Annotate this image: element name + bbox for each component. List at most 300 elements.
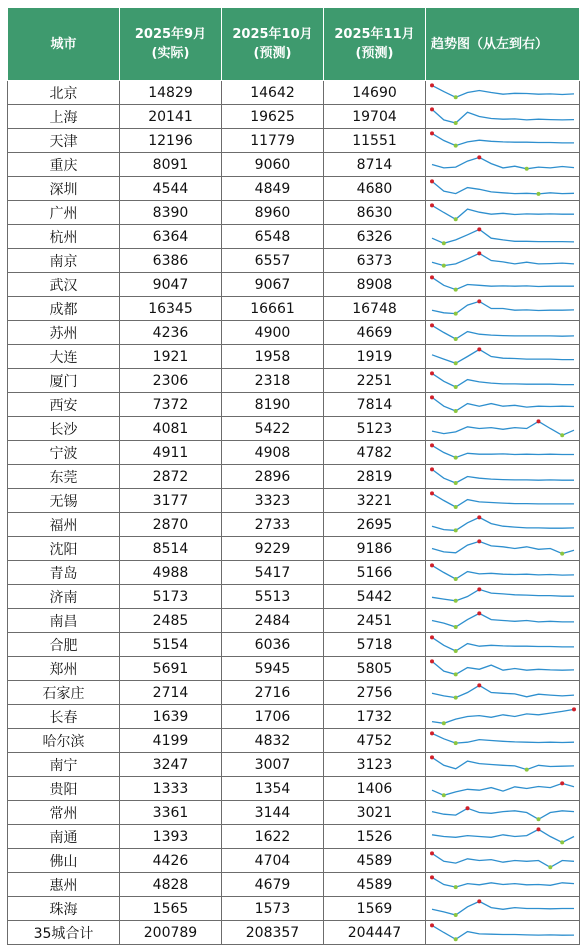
sparkline-high-marker — [537, 419, 541, 423]
sep-value-cell: 4911 — [120, 441, 222, 465]
table-row — [8, 585, 580, 609]
sep-value-cell: 5691 — [120, 657, 222, 681]
sparkline-line — [432, 421, 574, 435]
sparkline-line — [432, 277, 574, 289]
sparkline-low-marker — [454, 409, 458, 413]
sep-value-cell: 7372 — [120, 393, 222, 417]
sparkline-line — [432, 877, 574, 887]
oct-value-cell: 6548 — [222, 225, 324, 249]
sep-value-cell: 4199 — [120, 729, 222, 753]
oct-value-cell: 1706 — [222, 705, 324, 729]
sparkline-line — [432, 181, 574, 194]
table-row — [8, 657, 580, 681]
trend-cell — [426, 801, 580, 825]
sparkline-low-marker — [454, 625, 458, 629]
sparkline-low-marker — [454, 913, 458, 917]
sep-value-cell: 4544 — [120, 177, 222, 201]
table-row — [8, 681, 580, 705]
sparkline-line — [432, 229, 574, 243]
sparkline-line — [432, 661, 574, 674]
sparkline-high-marker — [430, 395, 434, 399]
trend-sparkline — [426, 705, 580, 728]
header-sep — [120, 8, 222, 81]
sparkline-low-marker — [454, 672, 458, 676]
trend-sparkline — [426, 177, 580, 200]
table-row — [8, 273, 580, 297]
oct-value-cell: 4900 — [222, 321, 324, 345]
sparkline-low-marker — [454, 217, 458, 221]
sep-value-cell: 8390 — [120, 201, 222, 225]
oct-value-cell: 4679 — [222, 873, 324, 897]
trend-cell — [426, 633, 580, 657]
city-cell: 武汉 — [8, 273, 120, 297]
sparkline-high-marker — [430, 491, 434, 495]
nov-value-cell: 8908 — [324, 273, 426, 297]
sparkline-low-marker — [442, 721, 446, 725]
city-cell: 杭州 — [8, 225, 120, 249]
city-cell: 常州 — [8, 801, 120, 825]
sparkline-low-marker — [442, 793, 446, 797]
sep-value-cell: 6364 — [120, 225, 222, 249]
oct-value-cell: 208357 — [222, 921, 324, 945]
sep-value-cell: 16345 — [120, 297, 222, 321]
trend-cell — [426, 825, 580, 849]
city-cell: 大连 — [8, 345, 120, 369]
trend-sparkline — [426, 537, 580, 560]
sparkline-low-marker — [454, 937, 458, 941]
sparkline-line — [432, 445, 574, 457]
trend-cell — [426, 609, 580, 633]
sep-value-cell: 8514 — [120, 537, 222, 561]
city-cell: 南宁 — [8, 753, 120, 777]
oct-value-cell: 3323 — [222, 489, 324, 513]
trend-cell — [426, 489, 580, 513]
sparkline-low-marker — [454, 528, 458, 532]
trend-cell — [426, 249, 580, 273]
nov-value-cell: 3021 — [324, 801, 426, 825]
sparkline-low-marker — [560, 552, 564, 556]
trend-cell — [426, 537, 580, 561]
sparkline-high-marker — [477, 251, 481, 255]
sep-value-cell: 5154 — [120, 633, 222, 657]
city-cell: 西安 — [8, 393, 120, 417]
table-row — [8, 465, 580, 489]
sparkline-high-marker — [477, 539, 481, 543]
city-cell: 广州 — [8, 201, 120, 225]
city-cell: 成都 — [8, 297, 120, 321]
nov-value-cell: 4589 — [324, 873, 426, 897]
sparkline-high-marker — [477, 683, 481, 687]
trend-cell — [426, 561, 580, 585]
trend-sparkline — [426, 393, 580, 416]
city-cell: 南昌 — [8, 609, 120, 633]
oct-value-cell: 9067 — [222, 273, 324, 297]
trend-sparkline — [426, 153, 580, 176]
sparkline-high-marker — [430, 731, 434, 735]
sparkline-low-marker — [454, 741, 458, 745]
oct-value-cell: 8960 — [222, 201, 324, 225]
sparkline-low-marker — [454, 885, 458, 889]
sep-value-cell: 4988 — [120, 561, 222, 585]
sparkline-high-marker — [477, 227, 481, 231]
trend-sparkline — [426, 441, 580, 464]
oct-value-cell: 1622 — [222, 825, 324, 849]
sep-value-cell: 14829 — [120, 81, 222, 105]
table-row — [8, 321, 580, 345]
trend-cell — [426, 81, 580, 105]
sparkline-line — [432, 109, 574, 123]
trend-cell — [426, 513, 580, 537]
city-cell: 苏州 — [8, 321, 120, 345]
table-row — [8, 633, 580, 657]
trend-sparkline — [426, 201, 580, 224]
sparkline-line — [432, 733, 574, 743]
sparkline-line — [432, 925, 574, 939]
sparkline-high-marker — [477, 299, 481, 303]
oct-value-cell: 6036 — [222, 633, 324, 657]
sparkline-high-marker — [430, 851, 434, 855]
oct-value-cell: 19625 — [222, 105, 324, 129]
city-cell: 哈尔滨 — [8, 729, 120, 753]
trend-cell — [426, 873, 580, 897]
sparkline-high-marker — [572, 707, 576, 711]
oct-value-cell: 14642 — [222, 81, 324, 105]
nov-value-cell: 1526 — [324, 825, 426, 849]
sparkline-low-marker — [442, 241, 446, 245]
sparkline-high-marker — [430, 923, 434, 927]
sparkline-low-marker — [525, 167, 529, 171]
table-row — [8, 801, 580, 825]
nov-value-cell: 9186 — [324, 537, 426, 561]
table-row — [8, 81, 580, 105]
sparkline-low-marker — [537, 192, 541, 196]
nov-value-cell: 14690 — [324, 81, 426, 105]
sparkline-low-marker — [525, 768, 529, 772]
sparkline-line — [432, 808, 574, 819]
trend-cell — [426, 417, 580, 441]
sparkline-line — [432, 85, 574, 97]
sparkline-low-marker — [454, 144, 458, 148]
trend-cell — [426, 585, 580, 609]
sparkline-low-marker — [454, 649, 458, 653]
sparkline-high-marker — [430, 107, 434, 111]
oct-value-cell: 4908 — [222, 441, 324, 465]
nov-value-cell: 1569 — [324, 897, 426, 921]
sparkline-high-marker — [430, 371, 434, 375]
trend-sparkline — [426, 465, 580, 488]
table-row — [8, 513, 580, 537]
trend-cell — [426, 681, 580, 705]
nov-value-cell: 5442 — [324, 585, 426, 609]
header-city: 城市 — [8, 8, 120, 81]
sparkline-low-marker — [548, 865, 552, 869]
sparkline-low-marker — [442, 264, 446, 268]
oct-value-cell: 2896 — [222, 465, 324, 489]
nov-value-cell: 5718 — [324, 633, 426, 657]
header-row — [8, 8, 580, 81]
oct-value-cell: 11779 — [222, 129, 324, 153]
trend-sparkline — [426, 129, 580, 152]
nov-value-cell: 5123 — [324, 417, 426, 441]
header-nov-line1: 2025年11月 — [334, 27, 415, 42]
trend-cell — [426, 729, 580, 753]
sparkline-high-marker — [430, 635, 434, 639]
trend-cell — [426, 849, 580, 873]
trend-sparkline — [426, 321, 580, 344]
nov-value-cell: 6326 — [324, 225, 426, 249]
trend-sparkline — [426, 681, 580, 704]
table-row — [8, 921, 580, 945]
sparkline-high-marker — [430, 323, 434, 327]
trend-cell — [426, 345, 580, 369]
sparkline-low-marker — [454, 385, 458, 389]
trend-sparkline — [426, 657, 580, 680]
sparkline-low-marker — [454, 95, 458, 99]
sep-value-cell: 2714 — [120, 681, 222, 705]
table-body — [8, 81, 580, 945]
sparkline-line — [432, 493, 574, 507]
sparkline-low-marker — [454, 599, 458, 603]
table-row — [8, 777, 580, 801]
table-row — [8, 177, 580, 201]
sep-value-cell: 5173 — [120, 585, 222, 609]
header-oct — [222, 8, 324, 81]
nov-value-cell: 1406 — [324, 777, 426, 801]
sep-value-cell: 3361 — [120, 801, 222, 825]
table-row — [8, 393, 580, 417]
sparkline-high-marker — [430, 131, 434, 135]
header-oct-line1: 2025年10月 — [232, 27, 313, 42]
nov-value-cell: 3221 — [324, 489, 426, 513]
nov-value-cell: 2756 — [324, 681, 426, 705]
nov-value-cell: 4669 — [324, 321, 426, 345]
city-cell: 东莞 — [8, 465, 120, 489]
nov-value-cell: 4752 — [324, 729, 426, 753]
oct-value-cell: 4849 — [222, 177, 324, 201]
sparkline-high-marker — [466, 806, 470, 810]
sep-value-cell: 1333 — [120, 777, 222, 801]
nov-value-cell: 3123 — [324, 753, 426, 777]
table-row — [8, 249, 580, 273]
sparkline-line — [432, 205, 574, 219]
sparkline-high-marker — [430, 203, 434, 207]
oct-value-cell: 1958 — [222, 345, 324, 369]
nov-value-cell: 11551 — [324, 129, 426, 153]
nov-value-cell: 2251 — [324, 369, 426, 393]
trend-sparkline — [426, 873, 580, 896]
sparkline-line — [432, 541, 574, 553]
trend-sparkline — [426, 489, 580, 512]
table-row — [8, 849, 580, 873]
sparkline-line — [432, 325, 574, 339]
city-cell: 北京 — [8, 81, 120, 105]
sparkline-low-marker — [454, 481, 458, 485]
city-cell: 35城合计 — [8, 921, 120, 945]
trend-sparkline — [426, 345, 580, 368]
nov-value-cell: 204447 — [324, 921, 426, 945]
oct-value-cell: 9060 — [222, 153, 324, 177]
trend-cell — [426, 921, 580, 945]
oct-value-cell: 2484 — [222, 609, 324, 633]
sparkline-line — [432, 157, 574, 168]
trend-cell — [426, 657, 580, 681]
nov-value-cell: 16748 — [324, 297, 426, 321]
trend-cell — [426, 153, 580, 177]
trend-sparkline — [426, 609, 580, 632]
sparkline-low-marker — [454, 505, 458, 509]
oct-value-cell: 9229 — [222, 537, 324, 561]
header-trend: 趋势图（从左到右） — [426, 8, 580, 81]
table-row — [8, 489, 580, 513]
table-row — [8, 225, 580, 249]
table-row — [8, 537, 580, 561]
trend-cell — [426, 897, 580, 921]
oct-value-cell: 5417 — [222, 561, 324, 585]
sparkline-high-marker — [477, 155, 481, 159]
sep-value-cell: 4426 — [120, 849, 222, 873]
nov-value-cell: 19704 — [324, 105, 426, 129]
table-row — [8, 201, 580, 225]
city-cell: 天津 — [8, 129, 120, 153]
sep-value-cell: 1393 — [120, 825, 222, 849]
sparkline-low-marker — [454, 456, 458, 460]
sparkline-line — [432, 685, 574, 697]
city-cell: 郑州 — [8, 657, 120, 681]
trend-cell — [426, 441, 580, 465]
sparkline-high-marker — [537, 827, 541, 831]
oct-value-cell: 2716 — [222, 681, 324, 705]
trend-cell — [426, 777, 580, 801]
sparkline-line — [432, 253, 574, 265]
sep-value-cell: 12196 — [120, 129, 222, 153]
sep-value-cell: 1639 — [120, 705, 222, 729]
sparkline-low-marker — [454, 312, 458, 316]
city-cell: 长春 — [8, 705, 120, 729]
city-cell: 福州 — [8, 513, 120, 537]
trend-sparkline — [426, 729, 580, 752]
sparkline-low-marker — [454, 577, 458, 581]
table-row — [8, 345, 580, 369]
trend-sparkline — [426, 225, 580, 248]
sparkline-low-marker — [537, 817, 541, 821]
trend-sparkline — [426, 81, 580, 104]
trend-cell — [426, 321, 580, 345]
nov-value-cell: 2819 — [324, 465, 426, 489]
city-cell: 厦门 — [8, 369, 120, 393]
trend-cell — [426, 273, 580, 297]
trend-sparkline — [426, 249, 580, 272]
oct-value-cell: 6557 — [222, 249, 324, 273]
sparkline-line — [432, 637, 574, 651]
table-header — [8, 8, 580, 81]
sep-value-cell: 4828 — [120, 873, 222, 897]
sparkline-low-marker — [560, 433, 564, 437]
header-sep-line1: 2025年9月 — [134, 27, 207, 42]
nov-value-cell: 2695 — [324, 513, 426, 537]
nov-value-cell: 1732 — [324, 705, 426, 729]
trend-sparkline — [426, 417, 580, 440]
trend-sparkline — [426, 273, 580, 296]
header-nov-line2: (预测) — [355, 46, 394, 61]
city-cell: 珠海 — [8, 897, 120, 921]
header-oct-line2: (预测) — [253, 46, 292, 61]
trend-sparkline — [426, 585, 580, 608]
nov-value-cell: 5166 — [324, 561, 426, 585]
oct-value-cell: 2318 — [222, 369, 324, 393]
trend-sparkline — [426, 801, 580, 824]
sep-value-cell: 3177 — [120, 489, 222, 513]
sep-value-cell: 2485 — [120, 609, 222, 633]
sep-value-cell: 1565 — [120, 897, 222, 921]
forecast-table-container — [7, 7, 579, 945]
sparkline-low-marker — [454, 696, 458, 700]
sep-value-cell: 2306 — [120, 369, 222, 393]
trend-sparkline — [426, 849, 580, 872]
sparkline-high-marker — [477, 515, 481, 519]
trend-sparkline — [426, 297, 580, 320]
sparkline-high-marker — [560, 781, 564, 785]
sparkline-high-marker — [430, 179, 434, 183]
table-row — [8, 297, 580, 321]
trend-sparkline — [426, 825, 580, 848]
table-row — [8, 609, 580, 633]
table-row — [8, 825, 580, 849]
oct-value-cell: 3144 — [222, 801, 324, 825]
city-cell: 合肥 — [8, 633, 120, 657]
city-cell: 上海 — [8, 105, 120, 129]
trend-sparkline — [426, 513, 580, 536]
city-cell: 佛山 — [8, 849, 120, 873]
table-row — [8, 417, 580, 441]
sparkline-line — [432, 469, 574, 483]
trend-cell — [426, 393, 580, 417]
city-cell: 宁波 — [8, 441, 120, 465]
trend-cell — [426, 369, 580, 393]
table-row — [8, 897, 580, 921]
sparkline-line — [432, 301, 574, 313]
header-nov — [324, 8, 426, 81]
sparkline-line — [432, 373, 574, 387]
trend-sparkline — [426, 633, 580, 656]
nov-value-cell: 4589 — [324, 849, 426, 873]
oct-value-cell: 4832 — [222, 729, 324, 753]
sparkline-line — [432, 349, 574, 363]
table-row — [8, 873, 580, 897]
header-sep-line2: (实际) — [151, 46, 190, 61]
city-cell: 重庆 — [8, 153, 120, 177]
table-row — [8, 129, 580, 153]
sparkline-high-marker — [430, 443, 434, 447]
sparkline-high-marker — [477, 587, 481, 591]
oct-value-cell: 5513 — [222, 585, 324, 609]
city-cell: 南通 — [8, 825, 120, 849]
oct-value-cell: 16661 — [222, 297, 324, 321]
trend-sparkline — [426, 105, 580, 128]
city-cell: 石家庄 — [8, 681, 120, 705]
sep-value-cell: 2872 — [120, 465, 222, 489]
oct-value-cell: 4704 — [222, 849, 324, 873]
sparkline-line — [432, 613, 574, 627]
oct-value-cell: 3007 — [222, 753, 324, 777]
table-row — [8, 105, 580, 129]
sparkline-low-marker — [454, 361, 458, 365]
sparkline-line — [432, 901, 574, 915]
city-cell: 济南 — [8, 585, 120, 609]
sparkline-high-marker — [430, 83, 434, 87]
sep-value-cell: 20141 — [120, 105, 222, 129]
trend-cell — [426, 705, 580, 729]
sparkline-line — [432, 757, 574, 769]
